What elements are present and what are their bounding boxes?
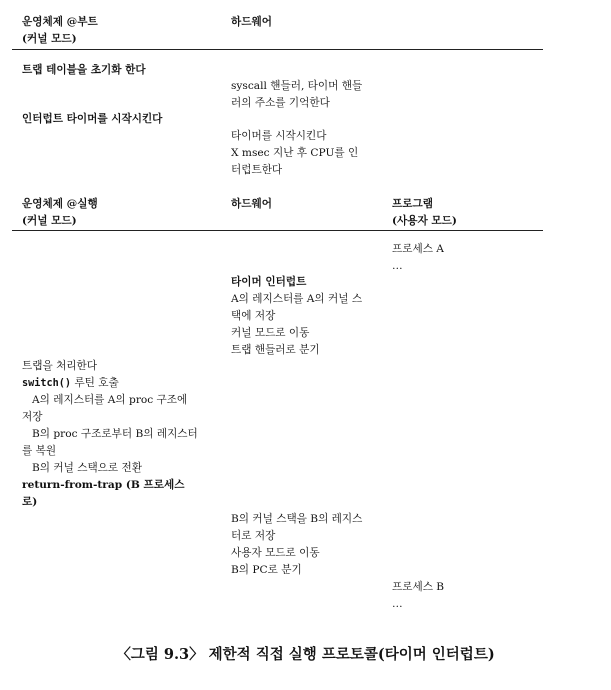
boot-hw-step-timer-line2: X msec 지난 후 CPU를 인 xyxy=(231,147,359,159)
run-prog-process-b-ellipsis: … xyxy=(392,598,403,610)
boot-hw-step-timer-line3: 터럽트한다 xyxy=(231,164,283,176)
run-hw-timer-interrupt-title: 타이머 인터럽트 xyxy=(231,276,307,288)
boot-header-rule xyxy=(12,49,543,50)
run-prog-header: 프로그램 xyxy=(392,198,433,210)
run-os-restore-regs-line2: 를 복원 xyxy=(22,445,57,457)
run-prog-process-a-ellipsis: … xyxy=(392,260,403,272)
boot-os-subheader: (커널 모드) xyxy=(22,33,77,45)
boot-os-step-init-trap-table: 트랩 테이블을 초기화 한다 xyxy=(22,64,146,76)
run-os-switch-text: 루틴 호출 xyxy=(71,377,119,389)
run-header-rule xyxy=(12,230,543,231)
run-os-return-from-trap-line2: 로) xyxy=(22,496,38,508)
run-hw-timer-line4: 트랩 핸들러로 분기 xyxy=(231,344,320,356)
run-os-switch-call xyxy=(22,375,119,392)
run-hw-header: 하드웨어 xyxy=(231,198,272,210)
run-hw-rft-line3: 사용자 모드로 이동 xyxy=(231,547,320,559)
run-prog-process-a: 프로세스 A xyxy=(392,243,444,255)
figure-caption: 〈그림 9.3〉 제한적 직접 실행 프로토콜(타이머 인터럽트) xyxy=(116,646,495,663)
run-os-handle-trap: 트랩을 처리한다 xyxy=(22,360,98,372)
boot-hw-step-remember-line1: syscall 핸들러, 타이머 핸들 xyxy=(231,80,363,92)
run-prog-process-b: 프로세스 B xyxy=(392,581,445,593)
run-os-subheader: (커널 모드) xyxy=(22,215,77,227)
boot-hw-step-remember-line2: 러의 주소를 기억한다 xyxy=(231,97,330,109)
run-hw-rft-line4: B의 PC로 분기 xyxy=(231,564,302,576)
run-os-restore-regs-line1: B의 proc 구조로부터 B의 레지스터 xyxy=(32,428,198,440)
run-os-return-from-trap-line1: return-from-trap (B 프로세스 xyxy=(22,479,185,491)
boot-hw-header: 하드웨어 xyxy=(231,16,272,28)
run-hw-timer-line2: 택에 저장 xyxy=(231,310,276,322)
run-hw-timer-line1: A의 레지스터를 A의 커널 스 xyxy=(231,293,363,305)
run-hw-rft-line2: 터로 저장 xyxy=(231,530,276,542)
run-os-save-regs-line1: A의 레지스터를 A의 proc 구조에 xyxy=(32,394,188,406)
run-os-switch-code: switch() xyxy=(22,378,72,389)
run-prog-subheader: (사용자 모드) xyxy=(392,215,457,227)
boot-os-step-start-timer: 인터럽트 타이머를 시작시킨다 xyxy=(22,113,163,125)
run-os-save-regs-line2: 저장 xyxy=(22,411,43,423)
boot-os-header: 운영체제 @부트 xyxy=(22,16,98,28)
run-hw-timer-line3: 커널 모드로 이동 xyxy=(231,327,310,339)
run-os-header: 운영체제 @실행 xyxy=(22,198,98,210)
boot-hw-step-timer-line1: 타이머를 시작시킨다 xyxy=(231,130,327,142)
run-hw-rft-line1: B의 커널 스택을 B의 레지스 xyxy=(231,513,363,525)
run-os-switch-kstack: B의 커널 스택으로 전환 xyxy=(32,462,142,474)
